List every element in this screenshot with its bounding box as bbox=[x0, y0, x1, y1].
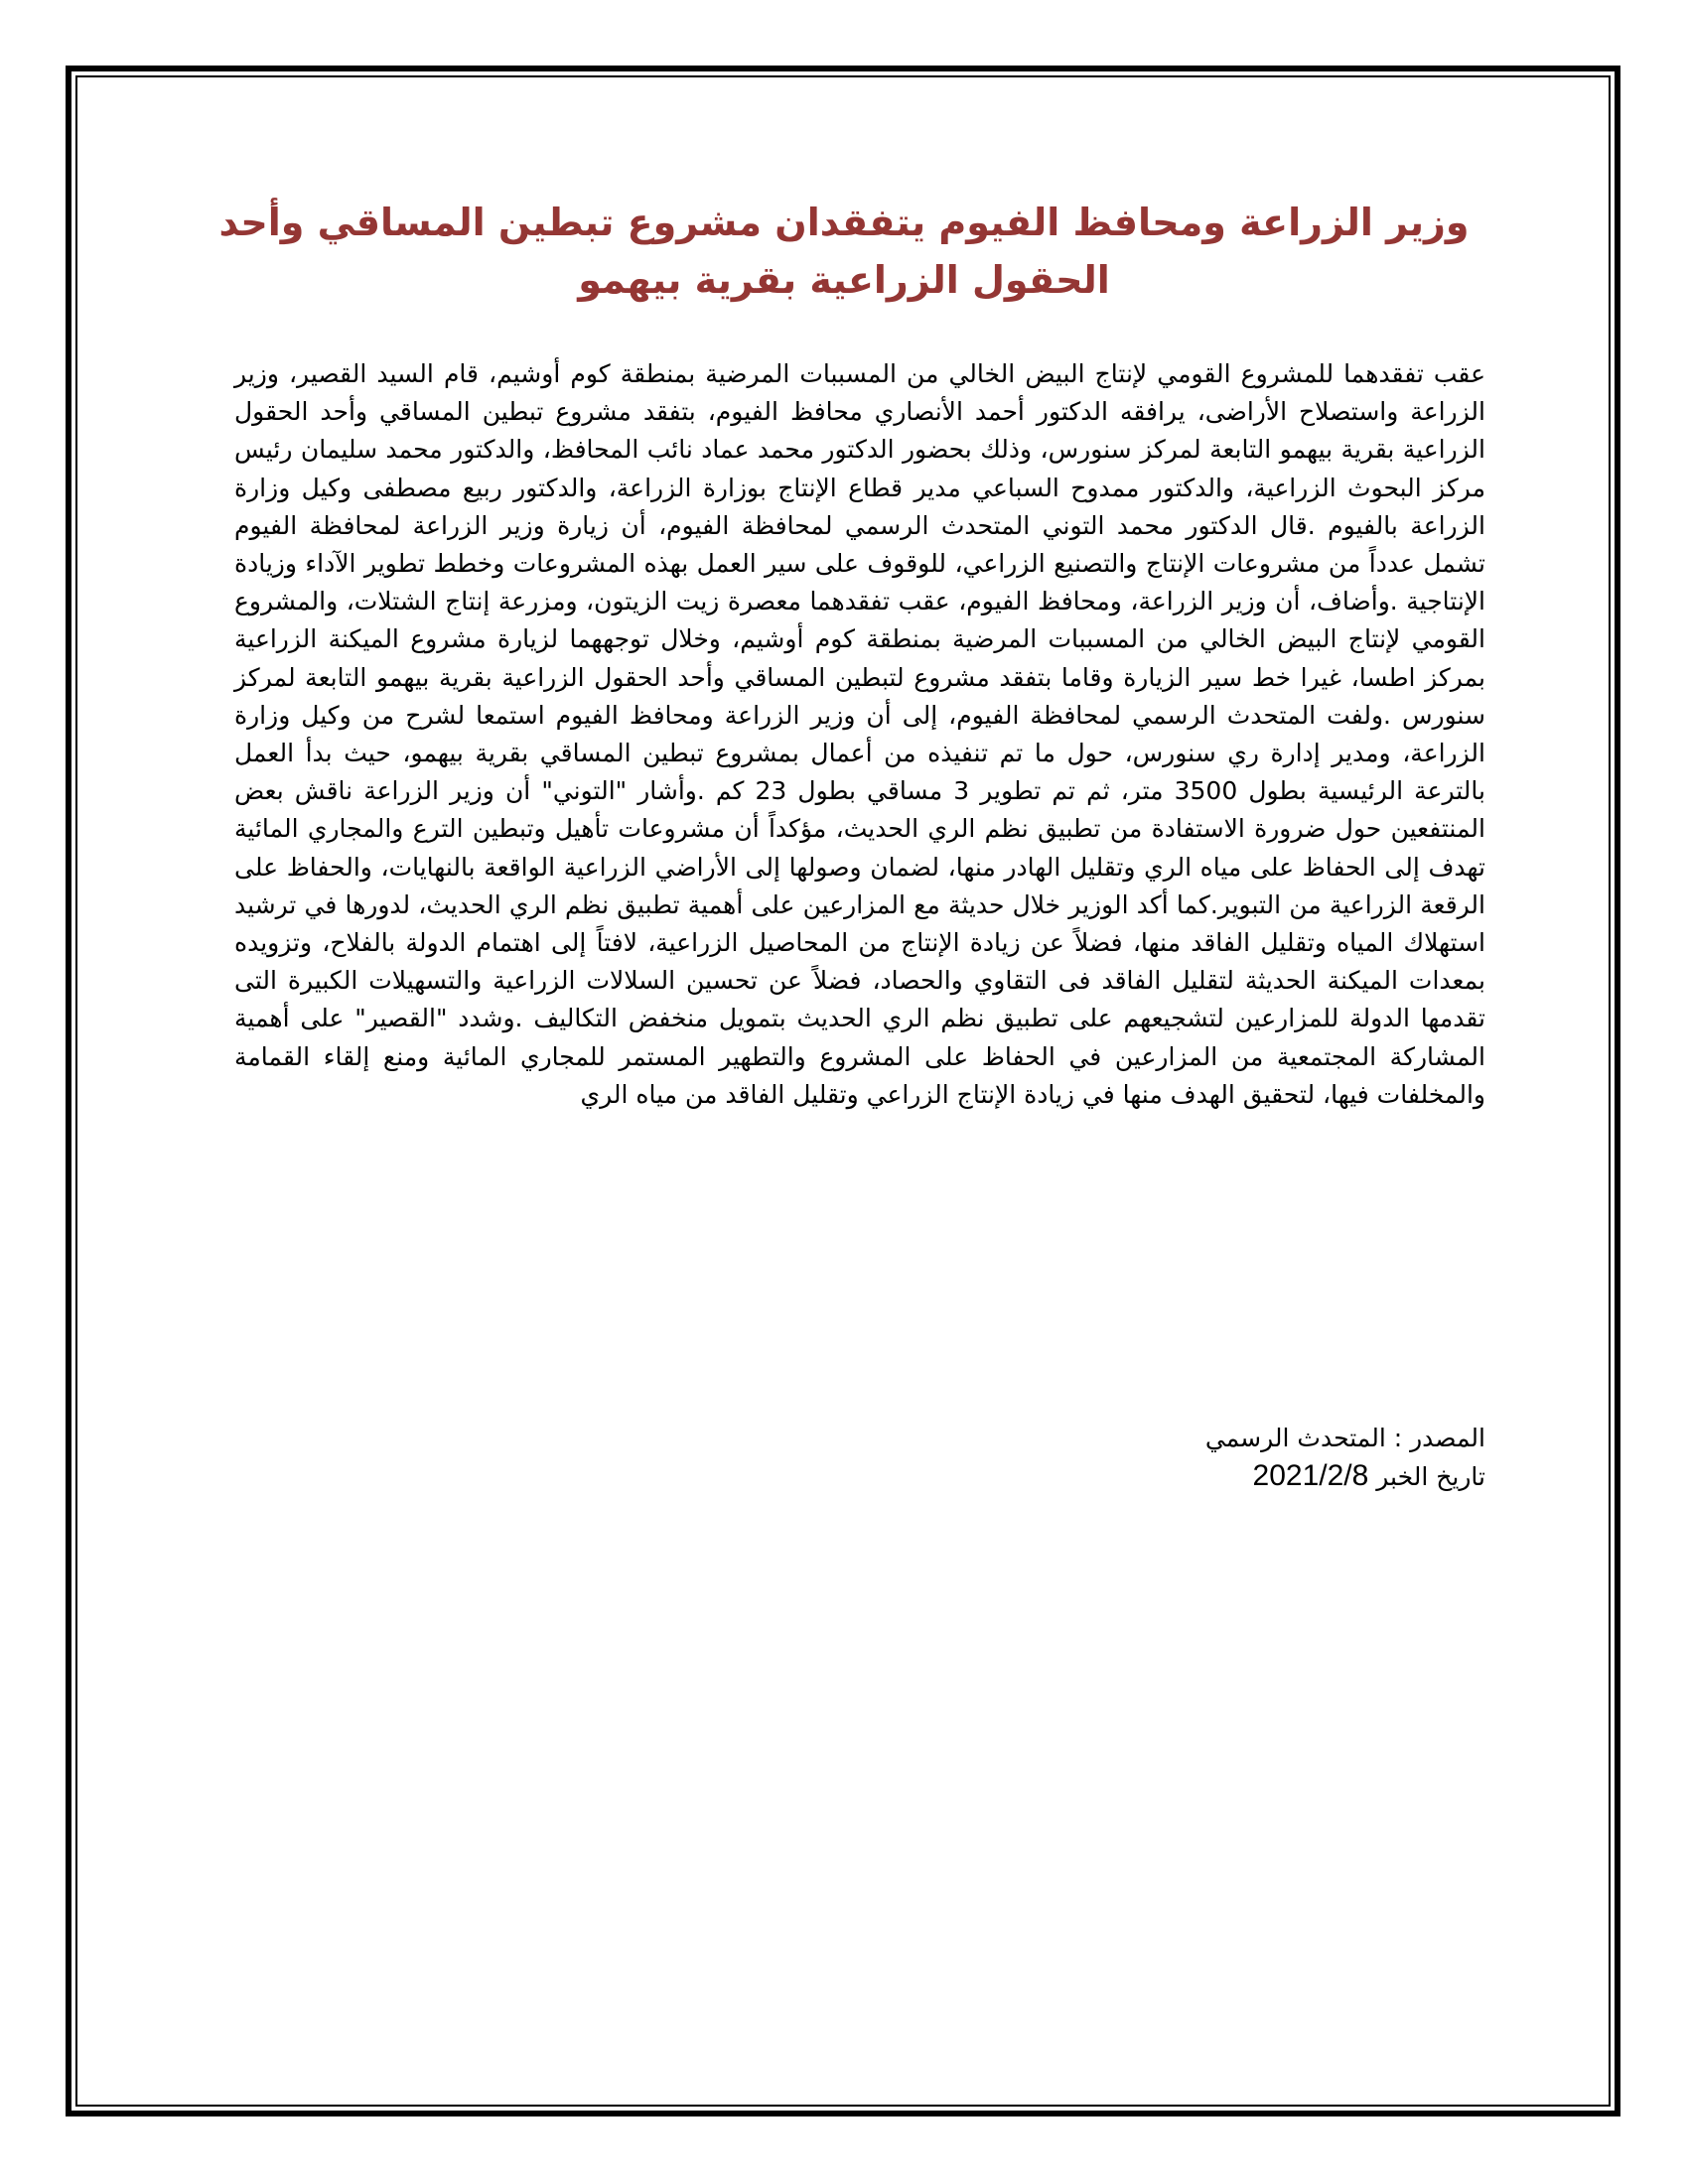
date-line bbox=[1253, 1457, 1485, 1496]
source-line: المصدر : المتحدث الرسمي bbox=[1204, 1424, 1485, 1452]
article-title: وزير الزراعة ومحافظ الفيوم يتفقدان مشروع تبطين المساقي وأحد الحقول الزراعية بقرية بيهمو bbox=[218, 201, 1470, 302]
date-label: تاريخ الخبر bbox=[1376, 1462, 1485, 1491]
date-value: 2021/2/8 bbox=[1252, 1459, 1369, 1492]
article-body: عقب تفقدهما للمشروع القومي لإنتاج البيض الخالي من المسببات المرضية بمنطقة كوم أوشيم، قام السيد القصير، وزير الزراعة واستصلاح الأراضى، يرافقه الدكتور أحمد الأنصاري محافظ الفيوم، بتفقد مشروع تبطين المساقي وأحد الحقول الزراعية بقرية بيهمو التابعة لمركز سنورس، وذلك بحضور الدكتور محمد عماد نائب المحافظ، والدكتور محمد سليمان رئيس مركز البحوث الزراعية، والدكتور ممدوح السباعي مدير قطاع الإنتاج بوزارة الزراعة، والدكتور ربيع مصطفى وكيل وزارة الزراعة بالفيوم .قال الدكتور محمد التوني المتحدث الرسمي لمحافظة الفيوم، أن زيارة وزير الزراعة لمحافظة الفيوم تشمل عدداً من مشروعات الإنتاج والتصنيع الزراعي، للوقوف على سير العمل بهذه المشروعات وخطط تطوير الآداء وزيادة الإنتاجية .وأضاف، أن وزير الزراعة، ومحافظ الفيوم، عقب تفقدهما معصرة زيت الزيتون، ومزرعة إنتاج الشتلات، والمشروع القومي لإنتاج البيض الخالي من المسببات المرضية بمنطقة كوم أوشيم، وخلال توجههما لزيارة مشروع الميكنة الزراعية بمركز اطسا، غيرا خط سير الزيارة وقاما بتفقد مشروع لتبطين المساقي وأحد الحقول الزراعية بقرية بيهمو التابعة لمركز سنورس .ولفت المتحدث الرسمي لمحافظة الفيوم، إلى أن وزير الزراعة ومحافظ الفيوم استمعا لشرح من وكيل وزارة الزراعة، ومدير إدارة ري سنورس، حول ما تم تنفيذه من أعمال بمشروع تبطين المساقي بقرية بيهمو، حيث بدأ العمل بالترعة الرئيسية بطول 3500 متر، ثم تم تطوير 3 مساقي بطول 23 كم .وأشار "التوني" أن وزير الزراعة ناقش بعض المنتفعين حول ضرورة الاستفادة من تطبيق نظم الري الحديث، مؤكداً أن مشروعات تأهيل وتبطين الترع والمجاري المائية تهدف إلى الحفاظ على مياه الري وتقليل الهادر منها، لضمان وصولها إلى الأراضي الزراعية الواقعة بالنهايات، والحفاظ على الرقعة الزراعية من التبوير.كما أكد الوزير خلال حديثة مع المزارعين على أهمية تطبيق نظم الري الحديث، لدورها في ترشيد استهلاك المياه وتقليل الفاقد منها، فضلاً عن زيادة الإنتاج من المحاصيل الزراعية، لافتاً إلى اهتمام الدولة بالفلاح، وتزويده بمعدات الميكنة الحديثة لتقليل الفاقد فى التقاوي والحصاد، فضلاً عن تحسين السلالات الزراعية والتسهيلات الكبيرة التى تقدمها الدولة للمزارعين لتشجيعهم على تطبيق نظم الري الحديث بتمويل منخفض التكاليف .وشدد "القصير" على أهمية المشاركة المجتمعية من المزارعين في الحفاظ على المشروع والتطهير المستمر للمجاري المائية ومنع إلقاء القمامة والمخلفات فيها، لتحقيق الهدف منها في زيادة الإنتاج الزراعي وتقليل الفاقد من مياه الري bbox=[234, 359, 1485, 1109]
